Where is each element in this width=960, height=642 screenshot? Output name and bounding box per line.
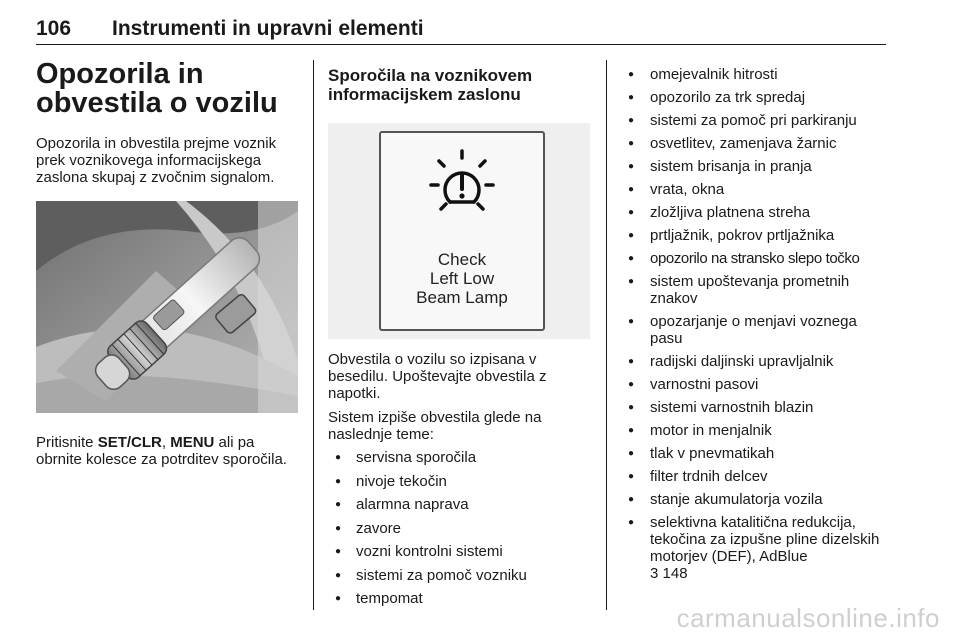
body-paragraph-1: Obvestila o vozilu so izpisana v besedilu. Upoštevajte obvestila z napotki. [328, 351, 547, 402]
list-item: ● zavore [328, 520, 590, 537]
instruction-paragraph: Pritisnite SET/CLR, MENU ali pa obrnite kolesce za potrditev sporočila. [36, 434, 287, 468]
display-line-2: Left Low [429, 269, 495, 288]
list-item: ● nivoje tekočin [328, 473, 590, 490]
list-item: ● sistem brisanja in pranja [622, 158, 892, 175]
column-divider-2 [606, 60, 607, 610]
column-divider-1 [313, 60, 314, 610]
list-item: ● stanje akumulatorja vozila [622, 491, 892, 508]
menu-button-label: MENU [170, 434, 215, 451]
exterior-light-warning-icon [427, 147, 497, 217]
set-clr-button-label: SET/CLR [97, 434, 162, 451]
column-2 [328, 60, 590, 614]
cross-reference-link[interactable] [650, 565, 688, 582]
column-3 [622, 66, 892, 588]
list-item: ● tempomat [328, 590, 590, 607]
page-number: 106 [36, 17, 72, 40]
list-item: ● sistemi za pomoč pri parkiranju [622, 112, 892, 129]
column-1 [36, 60, 298, 468]
list-item: ● selektivna katalitična redukcija, tekočina za izpušne pline dizelskih motorjev (DEF), AdBlue 3 148 [622, 514, 892, 582]
driver-info-display-image [328, 123, 590, 339]
cross-reference-arrow-icon: 3 [650, 565, 659, 582]
list-item: ● omejevalnik hitrosti [622, 66, 892, 83]
list-item: ● opozarjanje o menjavi voznega pasu [622, 313, 892, 347]
list-item: ● opozorilo za trk spredaj [622, 89, 892, 106]
page-header [36, 14, 886, 45]
list-item: ● motor in menjalnik [622, 422, 892, 439]
list-item: ● sistemi za pomoč vozniku [328, 567, 590, 584]
list-item: ● tlak v pnevmatikah [622, 445, 892, 462]
display-panel [379, 131, 545, 331]
watermark: carmanualsonline.info [676, 603, 940, 633]
body-paragraph-2: Sistem izpiše obvestila glede na naslednje teme: [328, 409, 542, 443]
section-heading: Opozorila in obvestila o vozilu [36, 58, 278, 119]
section-title: Instrumenti in upravni elementi [112, 17, 424, 40]
subsection-heading: Sporočila na voznikovem informacijskem zaslonu [328, 66, 533, 104]
topic-list-1 [328, 449, 590, 607]
steering-column-stalk-image [36, 201, 298, 413]
list-item: ● osvetlitev, zamenjava žarnic [622, 135, 892, 152]
list-item: ● servisna sporočila [328, 449, 590, 466]
list-item: ● vrata, okna [622, 181, 892, 198]
list-item: ● alarmna naprava [328, 496, 590, 513]
stalk-illustration [36, 201, 298, 413]
list-item: ● prtljažnik, pokrov prtljažnika [622, 227, 892, 244]
list-item: ● filter trdnih delcev [622, 468, 892, 485]
display-line-3: Beam Lamp [416, 288, 508, 307]
topic-list-2 [622, 66, 892, 582]
intro-paragraph: Opozorila in obvestila prejme voznik prek voznikovega informacijskega zaslona skupaj z zvočnim signalom. [36, 135, 277, 186]
list-item: ● varnostni pasovi [622, 376, 892, 393]
list-item: ● zložljiva platnena streha [622, 204, 892, 221]
list-item: ● vozni kontrolni sistemi [328, 543, 590, 560]
list-item: ● radijski daljinski upravljalnik [622, 353, 892, 370]
list-item: ● opozorilo na stransko slepo točko [622, 250, 892, 267]
cross-reference-page: 148 [662, 565, 688, 582]
list-item: ● sistemi varnostnih blazin [622, 399, 892, 416]
list-item: ● sistem upoštevanja prometnih znakov [622, 273, 892, 307]
display-line-1: Check [437, 250, 487, 269]
